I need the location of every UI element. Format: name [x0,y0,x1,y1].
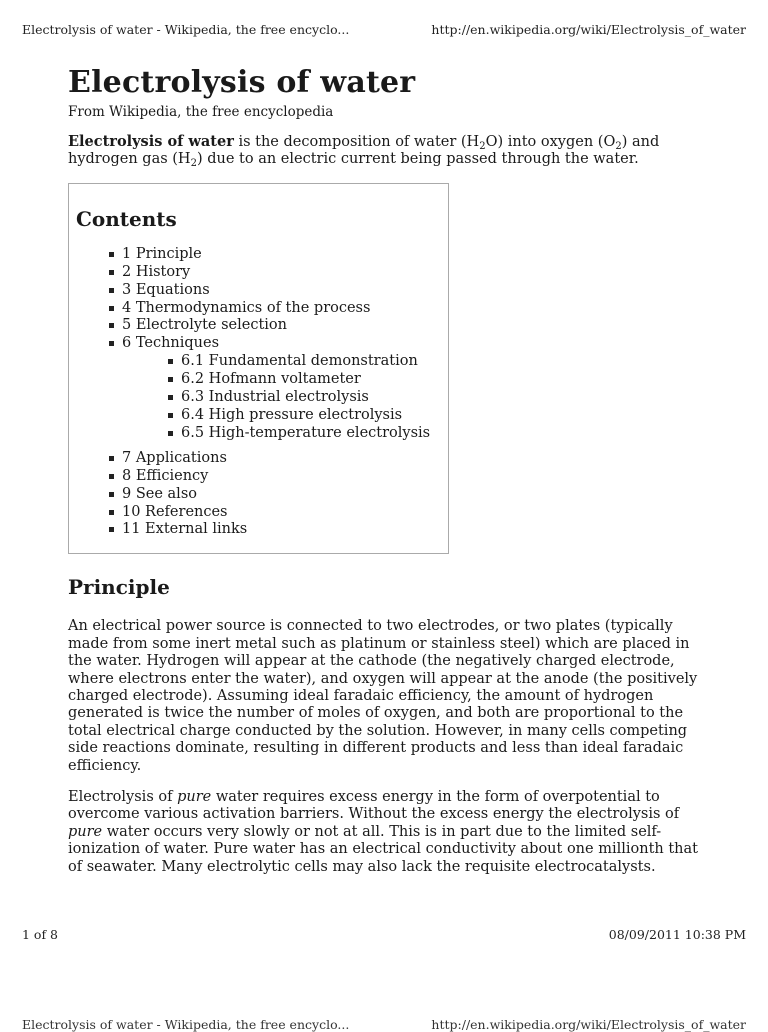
toc-item-efficiency[interactable]: 8 Efficiency [122,468,448,486]
toc-item-applications[interactable]: 7 Applications [122,450,448,468]
intro-text: ) due to an electric current being passed through the water. [196,151,639,168]
toc-item-history[interactable]: 2 History [122,264,448,282]
toc-item-industrial-electrolysis[interactable]: 6.3 Industrial electrolysis [181,389,448,407]
intro-text: is the decomposition of water (H [233,134,480,150]
toc-item-thermodynamics[interactable]: 4 Thermodynamics of the process [122,300,448,318]
bullet-icon [109,270,114,275]
toc-item-high-pressure-electrolysis[interactable]: 6.4 High pressure electrolysis [181,407,448,425]
toc-item-techniques[interactable]: 6 Techniques 6.1 Fundamental demonstration 6.2 Hofmann voltameter 6.3 Industrial electrolysis 6.4 High pressure electrolysis 6.5 High-temperature electrolysis [122,335,448,442]
bullet-icon [168,395,173,400]
toc-item-hofmann-voltameter[interactable]: 6.2 Hofmann voltameter [181,371,448,389]
bullet-icon [109,456,114,461]
toc-item-electrolyte-selection[interactable]: 5 Electrolyte selection [122,317,448,335]
toc-heading: Contents [76,206,177,231]
article-title: Electrolysis of water [68,65,416,100]
toc-item-principle[interactable]: 1 Principle [122,246,448,264]
toc-item-high-temperature-electrolysis[interactable]: 6.5 High-temperature electrolysis [181,425,448,443]
next-header-page-title: Electrolysis of water - Wikipedia, the free encyclo... [22,1017,350,1032]
bullet-icon [168,359,173,364]
subscript: 2 [615,141,622,152]
emphasis-pure: pure [68,823,103,840]
toc-item-external-links[interactable]: 11 External links [122,521,448,539]
bullet-icon [109,323,114,328]
table-of-contents [68,183,449,555]
article-subtitle: From Wikipedia, the free encyclopedia [68,104,334,120]
page-number: 1 of 8 [22,927,59,942]
toc-sublist [122,353,448,443]
bullet-icon [109,341,114,346]
intro-paragraph [68,133,708,169]
subscript: 2 [479,141,486,152]
article-content [68,64,708,876]
next-header-url[interactable]: http://en.wikipedia.org/wiki/Electrolysis_of_water [431,1017,746,1032]
intro-text: ) and hydrogen gas (H [68,134,660,168]
toc-item-fundamental-demonstration[interactable]: 6.1 Fundamental demonstration [181,353,448,371]
toc-item-references[interactable]: 10 References [122,504,448,522]
principle-paragraph-1: An electrical power source is connected to two electrodes, or two plates (typically made from some inert metal such as platinum or stainless steel) which are placed in the water. Hydrogen will appear at the cathode (the negatively charged electrode, where electrons enter the water), and oxygen will appear at the anode (the positively charged electrode). Assuming ideal faradaic efficiency, the amount of hydrogen generated is twice the number of moles of oxygen, and both are proportional to the total electrical charge conducted by the solution. However, in many cells competing side reactions dominate, resulting in different products and less than ideal faradaic efficiency. [68,618,698,774]
bullet-icon [109,492,114,497]
toc-item-see-also[interactable]: 9 See also [122,486,448,504]
bullet-icon [109,510,114,515]
bullet-icon [168,413,173,418]
section-heading-principle: Principle [68,575,170,600]
toc-item-equations[interactable]: 3 Equations [122,282,448,300]
bullet-icon [168,431,173,436]
intro-bold-term: Electrolysis of water [68,133,234,150]
emphasis-pure: pure [177,788,212,805]
bullet-icon [109,252,114,257]
principle-paragraph-2: Electrolysis of pure water requires excess energy in the form of overpotential to overcome various activation barriers. Without the excess energy the electrolysis of pure water occurs very slowly or not at all. This is in part due to the limited self-ionization of water. Pure water has an electrical conductivity about one millionth that of seawater. Many electrolytic cells may also lack the requisite electrocatalysts. [68,788,698,875]
intro-text: O) into oxygen (O [485,134,616,150]
header-url[interactable]: http://en.wikipedia.org/wiki/Electrolysis_of_water [431,22,746,37]
bullet-icon [109,306,114,311]
bullet-icon [109,288,114,293]
header-page-title: Electrolysis of water - Wikipedia, the free encyclo... [22,22,350,37]
subscript: 2 [190,158,197,170]
print-timestamp: 08/09/2011 10:38 PM [608,927,746,942]
toc-list [76,246,448,540]
bullet-icon [109,527,114,532]
bullet-icon [168,377,173,382]
bullet-icon [109,474,114,479]
